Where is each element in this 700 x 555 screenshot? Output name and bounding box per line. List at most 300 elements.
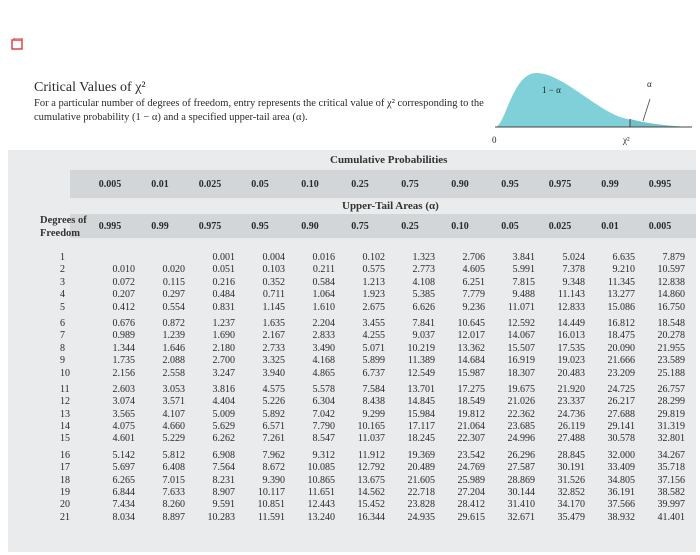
- table-cell: 6.265: [112, 474, 135, 486]
- cum-header-cell: 0.005: [98, 179, 122, 190]
- table-cell: 5.899: [362, 355, 385, 367]
- table-cell: 24.725: [607, 383, 635, 395]
- table-cell: 6.737: [362, 367, 385, 379]
- table-cell: 4.865: [312, 367, 335, 379]
- table-cell: 7.584: [362, 383, 385, 395]
- table-cell: 17.535: [557, 342, 585, 354]
- table-cell: 5.812: [162, 449, 185, 461]
- table-cell: 35.718: [657, 462, 685, 474]
- table-cell: 6.635: [612, 252, 635, 263]
- table-cell: 28.412: [457, 499, 485, 511]
- table-cell: 13.362: [457, 342, 485, 354]
- table-cell: 14.684: [457, 355, 485, 367]
- table-cell: 1.646: [162, 342, 185, 354]
- table-cell: 23.589: [657, 355, 685, 367]
- table-cell: 0.352: [262, 276, 285, 288]
- table-cell: 0.051: [212, 264, 235, 276]
- row-label: 18: [60, 474, 70, 486]
- table-cell: 4.168: [312, 355, 335, 367]
- tail-area: [630, 119, 690, 127]
- table-cell: 6.408: [162, 462, 185, 474]
- table-cell: 7.790: [312, 421, 335, 433]
- row-label: 10: [60, 367, 70, 379]
- table-cell: 0.211: [312, 264, 335, 276]
- table-cell: 16.344: [357, 511, 385, 523]
- table-cell: 34.267: [657, 449, 685, 461]
- table-cell: 33.409: [607, 462, 635, 474]
- table-cell: 37.566: [607, 499, 635, 511]
- table-cell: 2.180: [212, 342, 235, 354]
- table-cell: 2.733: [262, 342, 285, 354]
- cum-header-cell: 0.975: [548, 179, 572, 190]
- table-cell: 13.675: [357, 474, 385, 486]
- table-cell: 41.401: [657, 511, 685, 523]
- table-cell: 1.064: [312, 289, 335, 301]
- table-cell: 18.245: [407, 433, 435, 445]
- table-cell: 0.989: [112, 330, 135, 342]
- table-cell: 0.554: [162, 301, 185, 313]
- table-cell: 22.307: [457, 433, 485, 445]
- table-cell: 25.989: [457, 474, 485, 486]
- row-label: 11: [60, 383, 70, 395]
- table-cell: 32.671: [507, 511, 535, 523]
- cumulative-probabilities-title: Cumulative Probabilities: [330, 154, 448, 166]
- center-label: 1 − α: [542, 85, 561, 95]
- table-cell: 27.204: [457, 487, 485, 499]
- table-cell: 9.488: [512, 289, 535, 301]
- table-cell: 7.841: [412, 317, 435, 329]
- table-cell: 12.592: [507, 317, 535, 329]
- table-cell: 30.144: [507, 487, 535, 499]
- table-column: [95, 252, 135, 524]
- table-cell: 0.102: [362, 252, 385, 263]
- row-label: 4: [60, 289, 65, 301]
- row-label: 1: [60, 252, 65, 263]
- table-cell: 7.434: [112, 499, 135, 511]
- table-cell: 2.773: [412, 264, 435, 276]
- table-cell: 20.090: [607, 342, 635, 354]
- table-cell: 20.489: [407, 462, 435, 474]
- table-cell: 9.037: [412, 330, 435, 342]
- table-cell: 1.735: [112, 355, 135, 367]
- table-cell: 19.812: [457, 408, 485, 420]
- table-cell: 9.390: [262, 474, 285, 486]
- table-cell: 27.488: [557, 433, 585, 445]
- table-cell: 13.277: [607, 289, 635, 301]
- table-cell: 0.001: [212, 252, 235, 263]
- table-cell: 0.016: [312, 252, 335, 263]
- table-cell: 22.718: [407, 487, 435, 499]
- row-label: 17: [60, 462, 70, 474]
- upper-header-cell: 0.995: [98, 221, 122, 232]
- row-label: 13: [60, 408, 70, 420]
- chi-square-curve-figure: [480, 55, 695, 145]
- table-cell: 15.987: [457, 367, 485, 379]
- table-cell: 19.023: [557, 355, 585, 367]
- table-cell: 0.412: [112, 301, 135, 313]
- table-cell: 17.275: [457, 383, 485, 395]
- row-label: 5: [60, 301, 65, 313]
- table-column: [545, 252, 585, 524]
- row-label: 21: [60, 511, 70, 523]
- table-cell: 20.483: [557, 367, 585, 379]
- table-column: [295, 252, 335, 524]
- table-cell: 22.362: [507, 408, 535, 420]
- table-cell: 0.676: [112, 317, 135, 329]
- table-cell: 38.582: [657, 487, 685, 499]
- table-cell: 2.603: [112, 383, 135, 395]
- table-cell: 0.072: [112, 276, 135, 288]
- table-cell: 1.323: [412, 252, 435, 263]
- table-cell: 6.908: [212, 449, 235, 461]
- row-label: 16: [60, 449, 70, 461]
- table-cell: 12.017: [457, 330, 485, 342]
- zero-label: 0: [492, 135, 497, 145]
- table-cell: 27.587: [507, 462, 535, 474]
- table-cell: 10.597: [657, 264, 685, 276]
- table-cell: 24.736: [557, 408, 585, 420]
- table-cell: 5.071: [362, 342, 385, 354]
- table-cell: 3.247: [212, 367, 235, 379]
- table-cell: 32.000: [607, 449, 635, 461]
- table-cell: 1.213: [362, 276, 385, 288]
- upper-header-cell: 0.005: [648, 221, 672, 232]
- upper-header-cell: 0.95: [251, 221, 269, 232]
- table-cell: 16.013: [557, 330, 585, 342]
- table-cell: 35.479: [557, 511, 585, 523]
- table-cell: 9.299: [362, 408, 385, 420]
- table-cell: 15.507: [507, 342, 535, 354]
- table-cell: 1.690: [212, 330, 235, 342]
- cum-header-cell: 0.90: [451, 179, 469, 190]
- table-cell: 26.119: [557, 421, 585, 433]
- table-cell: 5.697: [112, 462, 135, 474]
- table-column: [145, 252, 185, 524]
- table-cell: 11.389: [407, 355, 435, 367]
- table-cell: 8.438: [362, 396, 385, 408]
- table-cell: 11.143: [557, 289, 585, 301]
- page-title: Critical Values of χ²: [34, 80, 146, 95]
- table-cell: 2.706: [462, 252, 485, 263]
- table-cell: 0.584: [312, 276, 335, 288]
- table-cell: 0.103: [262, 264, 285, 276]
- table-cell: 23.828: [407, 499, 435, 511]
- table-cell: 25.188: [657, 367, 685, 379]
- chi-label: χ²: [623, 135, 630, 145]
- table-cell: 4.660: [162, 421, 185, 433]
- page-icon: [11, 38, 25, 52]
- table-cell: 4.107: [162, 408, 185, 420]
- table-cell: 24.935: [407, 511, 435, 523]
- table-cell: 5.226: [262, 396, 285, 408]
- table-cell: 21.920: [557, 383, 585, 395]
- table-cell: 17.117: [407, 421, 435, 433]
- row-label: 12: [60, 396, 70, 408]
- table-cell: 8.897: [162, 511, 185, 523]
- table-cell: 18.549: [457, 396, 485, 408]
- row-label: 19: [60, 487, 70, 499]
- degrees-of-freedom-header: Degrees of Freedom: [40, 215, 87, 239]
- table-cell: 3.490: [312, 342, 335, 354]
- cum-header-cell: 0.25: [351, 179, 369, 190]
- table-cell: 0.207: [112, 289, 135, 301]
- table-cell: 7.378: [562, 264, 585, 276]
- table-cell: 38.932: [607, 511, 635, 523]
- table-cell: 28.845: [557, 449, 585, 461]
- table-cell: 7.015: [162, 474, 185, 486]
- table-column: [645, 252, 685, 524]
- table-cell: 39.997: [657, 499, 685, 511]
- table-cell: 12.792: [357, 462, 385, 474]
- upper-header-cell: 0.10: [451, 221, 469, 232]
- table-cell: 7.042: [312, 408, 335, 420]
- table-cell: 1.145: [262, 301, 285, 313]
- table-cell: 5.024: [562, 252, 585, 263]
- table-cell: 14.449: [557, 317, 585, 329]
- table-cell: 29.819: [657, 408, 685, 420]
- table-cell: 4.255: [362, 330, 385, 342]
- table-cell: 0.297: [162, 289, 185, 301]
- table-cell: 5.009: [212, 408, 235, 420]
- curve-area: [495, 73, 690, 127]
- table-cell: 29.141: [607, 421, 635, 433]
- table-cell: 0.575: [362, 264, 385, 276]
- table-cell: 0.831: [212, 301, 235, 313]
- table-cell: 4.108: [412, 276, 435, 288]
- table-cell: 23.337: [557, 396, 585, 408]
- table-cell: 3.325: [262, 355, 285, 367]
- table-column: [345, 252, 385, 524]
- table-cell: 15.086: [607, 301, 635, 313]
- row-label: 3: [60, 276, 65, 288]
- table-cell: 5.385: [412, 289, 435, 301]
- table-cell: 1.237: [212, 317, 235, 329]
- table-cell: 6.251: [462, 276, 485, 288]
- table-cell: 11.912: [357, 449, 385, 461]
- table-cell: 10.865: [307, 474, 335, 486]
- cum-header-cell: 0.95: [501, 179, 519, 190]
- table-cell: 9.236: [462, 301, 485, 313]
- table-column: [595, 252, 635, 524]
- table-cell: 29.615: [457, 511, 485, 523]
- table-cell: 26.217: [607, 396, 635, 408]
- table-cell: 10.283: [207, 511, 235, 523]
- table-cell: 0.484: [212, 289, 235, 301]
- table-cell: 11.591: [257, 511, 285, 523]
- row-label: 6: [60, 317, 65, 329]
- table-cell: 10.851: [257, 499, 285, 511]
- table-cell: 1.344: [112, 342, 135, 354]
- table-cell: 3.565: [112, 408, 135, 420]
- row-label: 15: [60, 433, 70, 445]
- table-cell: 8.260: [162, 499, 185, 511]
- row-label: 2: [60, 264, 65, 276]
- table-cell: 20.278: [657, 330, 685, 342]
- table-cell: 23.685: [507, 421, 535, 433]
- table-cell: 31.319: [657, 421, 685, 433]
- table-cell: 23.209: [607, 367, 635, 379]
- table-cell: 7.815: [512, 276, 535, 288]
- table-cell: 2.088: [162, 355, 185, 367]
- table-cell: 11.071: [507, 301, 535, 313]
- upper-header-cell: 0.975: [198, 221, 222, 232]
- table-cell: 12.549: [407, 367, 435, 379]
- table-cell: 2.156: [112, 367, 135, 379]
- table-cell: 2.833: [312, 330, 335, 342]
- table-cell: 8.034: [112, 511, 135, 523]
- table-cell: 18.307: [507, 367, 535, 379]
- table-column: [445, 252, 485, 524]
- table-cell: 5.578: [312, 383, 335, 395]
- table-cell: 2.700: [212, 355, 235, 367]
- table-cell: 34.170: [557, 499, 585, 511]
- table-cell: 0.711: [262, 289, 285, 301]
- table-cell: 24.996: [507, 433, 535, 445]
- table-cell: 14.067: [507, 330, 535, 342]
- row-label: 14: [60, 421, 70, 433]
- table-cell: 12.443: [307, 499, 335, 511]
- table-cell: 3.053: [162, 383, 185, 395]
- table-cell: 0.115: [162, 276, 185, 288]
- table-cell: 4.605: [462, 264, 485, 276]
- row-label: 7: [60, 330, 65, 342]
- upper-header-cell: 0.025: [548, 221, 572, 232]
- table-cell: 7.564: [212, 462, 235, 474]
- table-cell: 9.348: [562, 276, 585, 288]
- table-cell: 6.844: [112, 487, 135, 499]
- table-cell: 26.757: [657, 383, 685, 395]
- table-cell: 28.299: [657, 396, 685, 408]
- table-cell: 13.701: [407, 383, 435, 395]
- table-cell: 5.142: [112, 449, 135, 461]
- table-cell: 11.345: [607, 276, 635, 288]
- table-cell: 0.020: [162, 264, 185, 276]
- upper-tail-title: Upper-Tail Areas (α): [342, 200, 439, 212]
- table-cell: 0.872: [162, 317, 185, 329]
- table-cell: 14.860: [657, 289, 685, 301]
- table-cell: 3.571: [162, 396, 185, 408]
- table-cell: 3.816: [212, 383, 235, 395]
- table-cell: 21.026: [507, 396, 535, 408]
- table-cell: 32.801: [657, 433, 685, 445]
- row-label: 20: [60, 499, 70, 511]
- table-cell: 34.805: [607, 474, 635, 486]
- table-cell: 31.526: [557, 474, 585, 486]
- description: For a particular number of degrees of freedom, entry represents the critical value of χ² corresponding to the cumulative probability (1 − α) and a specified upper-tail area (α).: [34, 98, 484, 123]
- table-cell: 1.239: [162, 330, 185, 342]
- table-cell: 9.591: [212, 499, 235, 511]
- cum-header-cell: 0.01: [151, 179, 169, 190]
- table-cell: 8.907: [212, 487, 235, 499]
- table-column: [395, 252, 435, 524]
- table-column: [495, 252, 535, 524]
- table-cell: 30.191: [557, 462, 585, 474]
- table-cell: 4.075: [112, 421, 135, 433]
- upper-header-cell: 0.75: [351, 221, 369, 232]
- table-cell: 19.675: [507, 383, 535, 395]
- table-cell: 10.219: [407, 342, 435, 354]
- table-cell: 12.833: [557, 301, 585, 313]
- table-column: [245, 252, 285, 524]
- table-cell: 0.010: [112, 264, 135, 276]
- table-cell: 7.879: [662, 252, 685, 263]
- table-cell: 5.629: [212, 421, 235, 433]
- row-labels: [60, 252, 70, 524]
- table-cell: 37.156: [657, 474, 685, 486]
- table-cell: 14.562: [357, 487, 385, 499]
- table-cell: 21.955: [657, 342, 685, 354]
- table-cell: 10.645: [457, 317, 485, 329]
- table-cell: 23.542: [457, 449, 485, 461]
- table-cell: 21.064: [457, 421, 485, 433]
- row-label: 9: [60, 355, 65, 367]
- table-cell: 16.919: [507, 355, 535, 367]
- upper-header-cell: 0.25: [401, 221, 419, 232]
- table-cell: 0.216: [212, 276, 235, 288]
- table-cell: 6.262: [212, 433, 235, 445]
- table-cell: 2.204: [312, 317, 335, 329]
- table-cell: 27.688: [607, 408, 635, 420]
- table-cell: 16.812: [607, 317, 635, 329]
- table-cell: 4.575: [262, 383, 285, 395]
- upper-header-cell: 0.90: [301, 221, 319, 232]
- table-cell: 6.571: [262, 421, 285, 433]
- table-cell: 18.475: [607, 330, 635, 342]
- table-cell: 18.548: [657, 317, 685, 329]
- table-cell: 5.991: [512, 264, 535, 276]
- table-cell: 3.940: [262, 367, 285, 379]
- table-cell: 19.369: [407, 449, 435, 461]
- table-cell: 24.769: [457, 462, 485, 474]
- table-cell: 31.410: [507, 499, 535, 511]
- table-cell: 10.117: [257, 487, 285, 499]
- table-cell: 2.558: [162, 367, 185, 379]
- table-cell: 10.165: [357, 421, 385, 433]
- cum-header-cell: 0.995: [648, 179, 672, 190]
- table-cell: 10.085: [307, 462, 335, 474]
- table-cell: 30.578: [607, 433, 635, 445]
- table-cell: 13.240: [307, 511, 335, 523]
- cum-header-cell: 0.10: [301, 179, 319, 190]
- cum-header-cell: 0.99: [601, 179, 619, 190]
- table-cell: 11.037: [357, 433, 385, 445]
- table-cell: 21.605: [407, 474, 435, 486]
- row-label: 8: [60, 342, 65, 354]
- table-cell: 7.633: [162, 487, 185, 499]
- table-cell: 6.304: [312, 396, 335, 408]
- table-cell: 26.296: [507, 449, 535, 461]
- table-cell: 5.229: [162, 433, 185, 445]
- upper-header-cell: 0.01: [601, 221, 619, 232]
- table-cell: 36.191: [607, 487, 635, 499]
- table-cell: 7.261: [262, 433, 285, 445]
- table-cell: 3.455: [362, 317, 385, 329]
- table-cell: 32.852: [557, 487, 585, 499]
- table-cell: [145, 252, 185, 264]
- table-cell: 4.404: [212, 396, 235, 408]
- upper-header-cell: 0.05: [501, 221, 519, 232]
- table-cell: 3.841: [512, 252, 535, 263]
- table-column: [195, 252, 235, 524]
- table-cell: 6.626: [412, 301, 435, 313]
- table-cell: 1.635: [262, 317, 285, 329]
- table-cell: 7.962: [262, 449, 285, 461]
- table-cell: 8.547: [312, 433, 335, 445]
- table-cell: 16.750: [657, 301, 685, 313]
- table-cell: 5.892: [262, 408, 285, 420]
- table-cell: 0.004: [262, 252, 285, 263]
- table-cell: 8.231: [212, 474, 235, 486]
